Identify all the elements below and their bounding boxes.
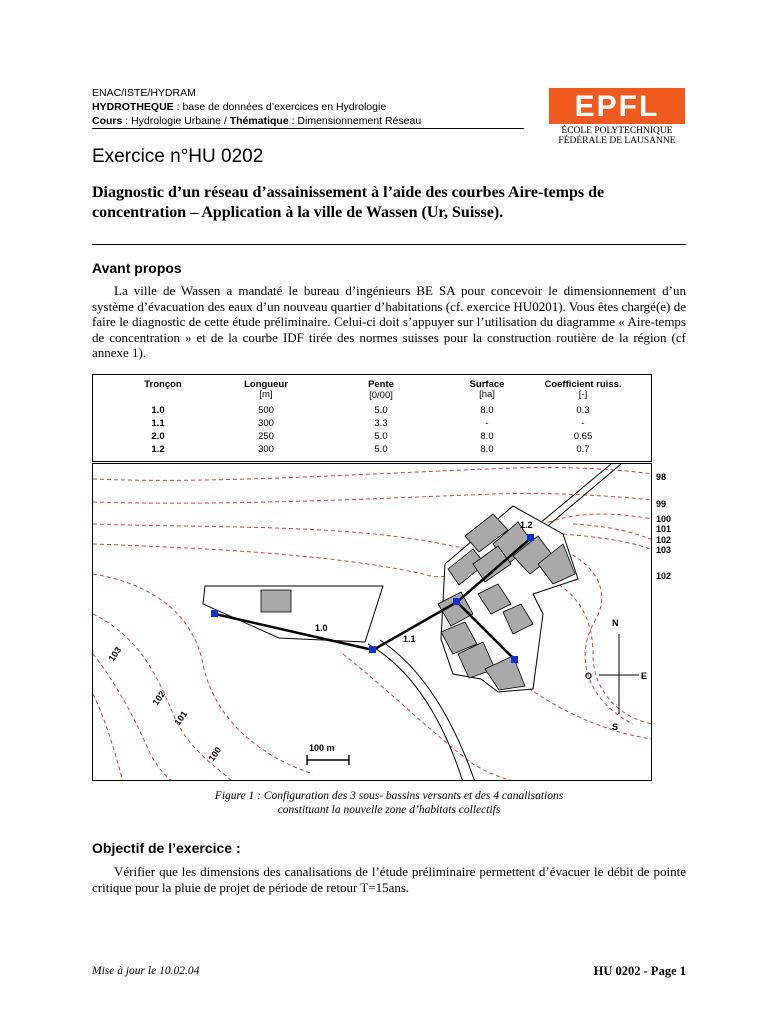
- table-cell: 5.0: [374, 431, 388, 442]
- contour-line: [563, 534, 652, 550]
- header-rule: [92, 128, 524, 129]
- epfl-logo-text: EPFL: [574, 90, 660, 123]
- header-course-text: : Hydrologie Urbaine /: [122, 115, 230, 127]
- header-database-text: : base de données d’exercices en Hydrologie: [173, 101, 387, 113]
- contour-label-right: 102: [656, 571, 672, 581]
- table-cell: 500: [258, 405, 274, 416]
- scale-bar: [307, 743, 349, 765]
- table-cell: 1.1: [151, 418, 165, 429]
- subcatchment-1: [203, 586, 383, 642]
- contour-label: 101: [172, 709, 190, 728]
- contour-label-right: 100: [656, 514, 672, 524]
- pipe-node: [453, 598, 460, 605]
- footer-update-date: Mise à jour le 10.02.04: [92, 965, 200, 977]
- contour-line: [93, 493, 652, 503]
- table-header: Tronçon: [144, 379, 182, 390]
- header-database: [92, 100, 386, 114]
- contour-line: [93, 694, 123, 781]
- header-course: [92, 114, 421, 128]
- table-unit: [0/00]: [369, 390, 393, 401]
- exercise-title: Exercice n°HU 0202: [92, 146, 264, 167]
- pipe-node: [527, 534, 534, 541]
- header-theme-text: : Dimensionnement Réseau: [288, 115, 422, 127]
- contour-label: 100: [206, 745, 224, 764]
- table-cell: -: [485, 418, 489, 429]
- table-cell: 3.3: [374, 418, 388, 429]
- exercise-subtitle: Diagnostic d’un réseau d’assainissement à l’aide des courbes Aire-temps de concentration – Application à la ville de Wassen (Ur, Suisse).: [92, 184, 605, 221]
- table-cell: 1.2: [151, 444, 165, 455]
- compass-e: E: [641, 671, 648, 681]
- contour-line: [573, 524, 652, 540]
- contour-line: [93, 654, 173, 781]
- table-cell: 2.0: [151, 431, 165, 442]
- pipe-table: [92, 374, 652, 462]
- figure-caption-line2: constituant la nouvelle zone d’habitats collectifs: [277, 804, 501, 816]
- contour-line: [93, 467, 652, 480]
- section-heading-avant-propos: Avant propos: [92, 260, 182, 276]
- table-cell: 5.0: [374, 444, 388, 455]
- section-heading-objectif: Objectif de l’exercice :: [92, 840, 241, 856]
- table-cell: 0.65: [573, 431, 593, 442]
- compass-rose: [585, 618, 647, 732]
- contour-line: [523, 684, 652, 739]
- contour-line: [533, 574, 652, 724]
- building: [261, 590, 291, 612]
- section-paragraph-avant-propos: La ville de Wassen a mandaté le bureau d’ingénieurs BE SA pour concevoir le dimensionnement d’un système d’évacuation des eaux d’un nouveau quartier d’habitations (cf. exercice HU0201). Vous êtes chargé(e) de faire le diagnostic de cette étude préliminaire. Celui-ci doit s’appuyer sur l’utilisation du diagramme « Aire-temps de concentration » et de la courbe IDF tirée des normes suisses pour la construction routière de la région (cf annexe 1).: [92, 283, 686, 360]
- contour-label-right: 103: [656, 545, 672, 555]
- header-course-label: Cours: [92, 115, 123, 127]
- figure-caption-line1: Figure 1 : Configuration des 3 sous- bassins versants et des 4 canalisations: [214, 790, 564, 802]
- table-cell: 0.7: [576, 444, 590, 455]
- contour-lines: [93, 467, 652, 781]
- table-cell: -: [581, 418, 585, 429]
- table-unit: [ha]: [479, 389, 495, 400]
- table-cell: 300: [258, 444, 274, 455]
- segment-label-1-1: 1.1: [403, 634, 416, 644]
- contour-label: 102: [150, 689, 168, 708]
- table-cell: 8.0: [480, 405, 494, 416]
- table-header: Pente: [368, 379, 394, 390]
- compass-o: O: [585, 671, 593, 681]
- compass-n: N: [612, 618, 619, 628]
- table-unit: [-]: [578, 389, 588, 400]
- pipe-node: [211, 610, 218, 617]
- table-header: Coefficient ruiss.: [544, 379, 622, 390]
- table-cell: 0.3: [576, 405, 590, 416]
- segment-label-1-2: 1.2: [520, 520, 533, 530]
- scale-bar-label: 100 m: [309, 743, 335, 753]
- contour-label-right: 101: [656, 524, 672, 534]
- catchment-map: [92, 463, 652, 781]
- map-svg: [93, 464, 652, 781]
- title-rule: [92, 244, 686, 245]
- figure-caption: [92, 789, 686, 817]
- contour-line: [93, 514, 652, 548]
- header-theme-label: Thématique: [229, 115, 289, 127]
- segment-label-1-0: 1.0: [315, 623, 328, 633]
- contour-label-right: 98: [656, 472, 667, 482]
- table-cell: 5.0: [374, 405, 388, 416]
- table-header: Longueur: [244, 379, 288, 390]
- table-cell: 300: [258, 418, 274, 429]
- table-cell: 8.0: [480, 444, 494, 455]
- footer-page-number: HU 0202 - Page 1: [593, 964, 686, 978]
- school-name: [549, 126, 685, 146]
- table-cell: 8.0: [480, 431, 494, 442]
- section-paragraph-objectif: Vérifier que les dimensions des canalisations de l’étude préliminaire permettent d’évacuer le débit de pointe critique pour la pluie de projet de période de retour T=15ans.: [92, 864, 686, 895]
- school-name-line2: FÉDÉRALE DE LAUSANNE: [558, 136, 676, 146]
- segment-label-2-0: 2.0: [496, 629, 509, 639]
- contour-line: [93, 544, 493, 577]
- compass-s: S: [612, 722, 619, 732]
- contour-label-right: 102: [656, 535, 672, 545]
- school-name-line1: ÉCOLE POLYTECHNIQUE: [561, 126, 673, 136]
- contour-label: 103: [106, 645, 124, 664]
- header-database-label: HYDROTHEQUE: [92, 101, 174, 113]
- table-header: Surface: [469, 379, 505, 390]
- pipe-node: [511, 656, 518, 663]
- table-cell: 1.0: [151, 405, 165, 416]
- contour-label-right: 99: [656, 499, 667, 509]
- table-unit: [m]: [259, 389, 273, 400]
- header-org: ENAC/ISTE/HYDRAM: [92, 87, 196, 99]
- pipe-node: [369, 646, 376, 653]
- table-cell: 250: [258, 431, 274, 442]
